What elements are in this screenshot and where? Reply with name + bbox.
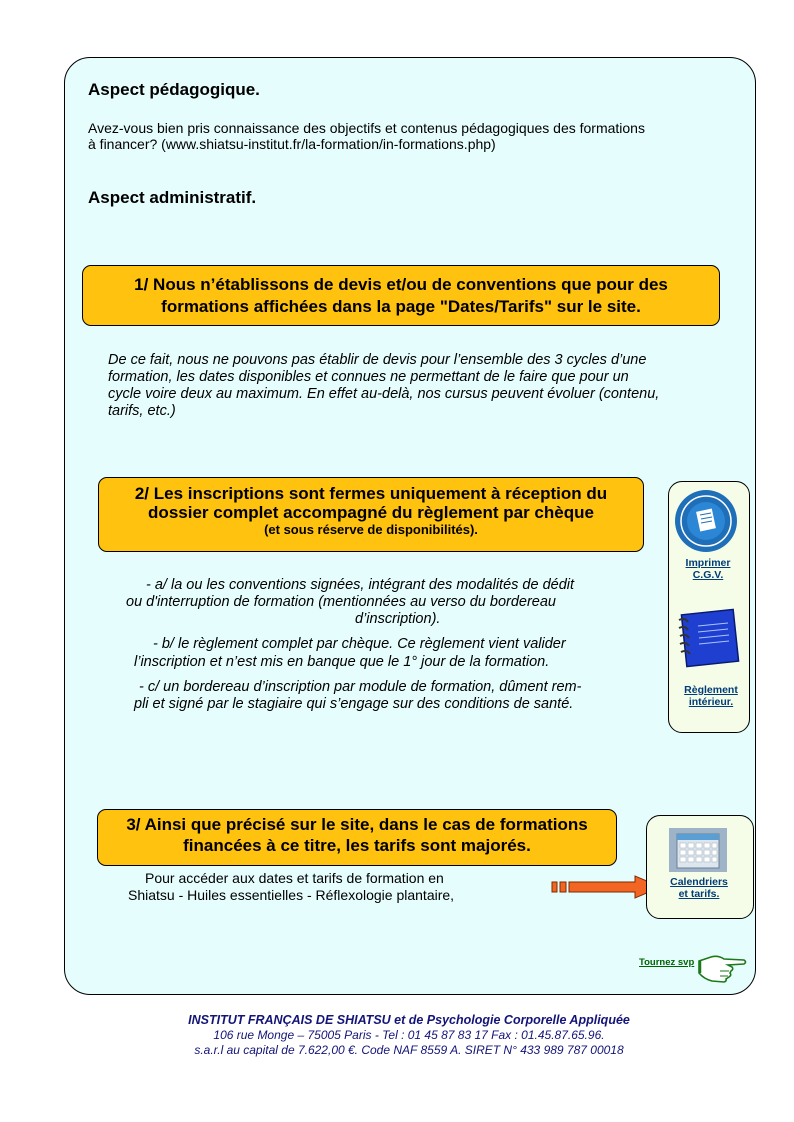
- reglement-line1: Règlement: [684, 684, 738, 696]
- box2-line1: 2/ Les inscriptions sont fermes uniquement à réception du: [134, 484, 608, 503]
- footer-legal: s.a.r.l au capital de 7.622,00 €. Code NAF 8559 A. SIRET N° 433 989 787 00018: [194, 1043, 624, 1057]
- list-item-a-line2: ou d'interruption de formation (mentionnées au verso du bordereau: [126, 594, 556, 610]
- notebook-icon[interactable]: [674, 608, 740, 668]
- devis-line3: cycle voire deux au maximum. En effet au-delà, nos cursus peuvent évoluer (contenu,: [108, 386, 660, 402]
- reglement-interieur-link[interactable]: [668, 684, 754, 708]
- footer-address: 106 rue Monge – 75005 Paris - Tel : 01 45 87 83 17 Fax : 01.45.87.65.96.: [213, 1028, 605, 1042]
- list-item-c-line2: pli et signé par le stagiaire qui s’engage sur des conditions de santé.: [134, 696, 574, 712]
- devis-paragraph: [108, 352, 720, 420]
- access-text-line2: Shiatsu - Huiles essentielles - Réflexologie plantaire,: [128, 887, 455, 903]
- print-cgv-line1: Imprimer: [685, 557, 731, 569]
- access-text-line1: Pour accéder aux dates et tarifs de formation en: [145, 870, 444, 886]
- box3-line1: 3/ Ainsi que précisé sur le site, dans le cas de formations: [126, 815, 588, 834]
- calendar-icon[interactable]: [667, 826, 729, 874]
- footer-institute-name: INSTITUT FRANÇAIS DE SHIATSU et de Psychologie Corporelle Appliquée: [188, 1013, 630, 1027]
- devis-line2: formation, les dates disponibles et connues ne permettant de le faire que pour un: [108, 369, 629, 385]
- devis-line1: De ce fait, nous ne pouvons pas établir de devis pour l’ensemble des 3 cycles d’une: [108, 352, 647, 368]
- devis-line4: tarifs, etc.): [108, 403, 176, 419]
- calendriers-line2: et tarifs.: [678, 888, 720, 900]
- cgv-seal-icon[interactable]: [673, 488, 739, 554]
- calendriers-tarifs-link[interactable]: [646, 876, 752, 900]
- box3-line2: financées à ce titre, les tarifs sont majorés.: [183, 836, 531, 855]
- tournez-svp-link[interactable]: Tournez svp: [639, 957, 695, 968]
- print-cgv-link[interactable]: [668, 557, 748, 581]
- box2-line3: (et sous réserve de disponibilités).: [264, 522, 478, 537]
- list-item-a-line1: - a/ la ou les conventions signées, intégrant des modalités de dédit: [146, 577, 575, 593]
- box1-line2: formations affichées dans la page "Dates/Tarifs" sur le site.: [161, 297, 641, 316]
- pointing-hand-icon: [696, 947, 748, 985]
- pedagogique-text-line2: à financer? (www.shiatsu-institut.fr/la-formation/in-formations.php): [88, 136, 496, 152]
- section-title-pedagogique: Aspect pédagogique.: [88, 80, 260, 99]
- list-item-c-line1: - c/ un bordereau d’inscription par module de formation, dûment rem-: [139, 679, 582, 695]
- list-item-b-line1: - b/ le règlement complet par chèque. Ce règlement vient valider: [153, 636, 566, 652]
- list-item-a-line3: d’inscription).: [355, 611, 441, 627]
- info-box-1: [82, 265, 720, 326]
- box2-line2: dossier complet accompagné du règlement par chèque: [148, 503, 594, 522]
- list-item-b-line2: l’inscription et n’est mis en banque que le 1° jour de la formation.: [134, 654, 550, 670]
- print-cgv-line2: C.G.V.: [692, 569, 724, 581]
- reglement-line2: intérieur.: [688, 696, 734, 708]
- info-box-2: [98, 477, 644, 552]
- pedagogique-text-line1: Avez-vous bien pris connaissance des objectifs et contenus pédagogiques des formations: [88, 120, 645, 136]
- box1-line1: 1/ Nous n’établissons de devis et/ou de conventions que pour des: [134, 275, 668, 294]
- calendriers-line1: Calendriers: [670, 876, 728, 888]
- section-title-administratif: Aspect administratif.: [88, 188, 257, 207]
- info-box-3: [97, 809, 617, 866]
